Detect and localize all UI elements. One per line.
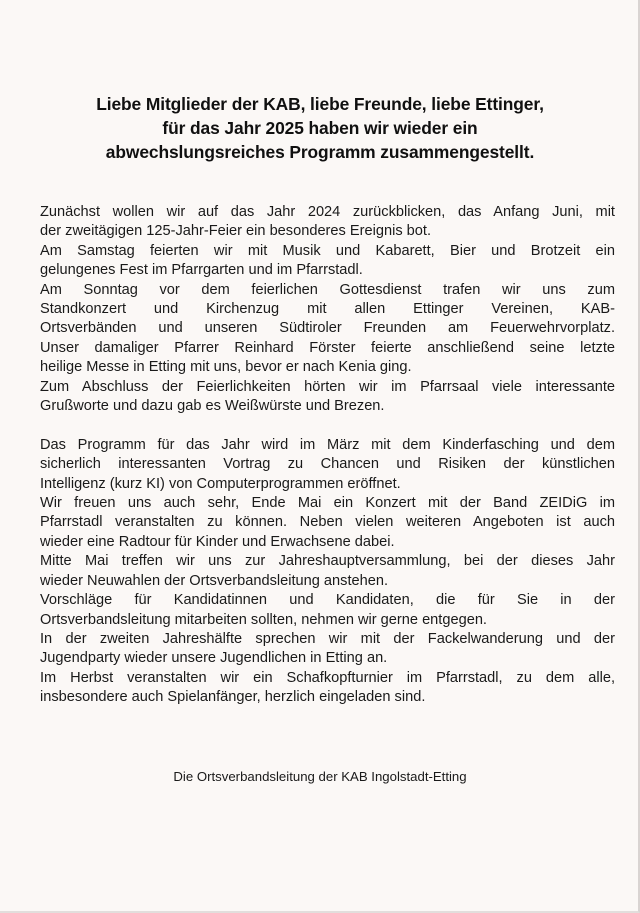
text-line: Mitte Mai treffen wir uns zur Jahreshauptversammlung, bei der dieses Jahr [40, 553, 615, 570]
text-line: Intelligenz (kurz KI) von Computerprogrammen eröffnet. [40, 475, 401, 492]
text-line: Am Samstag feierten wir mit Musik und Kabarett, Bier und Brotzeit ein [40, 242, 615, 259]
text-line: sicherlich interessanten Vortrag zu Chancen und Risiken der künstlichen [40, 456, 615, 473]
heading-line: Liebe Mitglieder der KAB, liebe Freunde, liebe Ettinger, [96, 94, 544, 114]
letter-heading [30, 92, 610, 164]
paragraph-concert [40, 494, 615, 552]
text-line: Vorschläge für Kandidatinnen und Kandidaten, die für Sie in der [40, 592, 615, 609]
text-line: Ortsverbandsleitung mitarbeiten sollten, nehmen wir gerne entgegen. [40, 611, 487, 628]
text-line: wieder Neuwahlen der Ortsverbandsleitung anstehen. [40, 572, 389, 589]
heading-line: abwechslungsreiches Programm zusammengestellt. [105, 142, 535, 162]
paragraph-candidates [40, 591, 615, 630]
text-line: Grußworte und dazu gab es Weißwürste und Brezen. [40, 398, 385, 415]
text-line: Am Sonntag vor dem feierlichen Gottesdienst trafen wir uns zum [40, 281, 615, 298]
paragraph-schafkopf [40, 669, 615, 708]
paragraph-program-intro [40, 436, 615, 494]
paragraph-gap [40, 416, 615, 435]
text-line: Jugendparty wieder unsere Jugendlichen in Etting an. [40, 650, 388, 667]
text-line: Das Programm für das Jahr wird im März mit dem Kinderfasching und dem [40, 436, 615, 453]
text-line: Zunächst wollen wir auf das Jahr 2024 zurückblicken, das Anfang Juni, mit [40, 204, 615, 220]
text-line: In der zweiten Jahreshälfte sprechen wir mit der Fackelwanderung und der [40, 630, 615, 647]
text-line: gelungenes Fest im Pfarrgarten und im Pfarrstadl. [40, 262, 363, 279]
text-line: Wir freuen uns auch sehr, Ende Mai ein Konzert mit der Band ZEIDiG im [40, 495, 615, 512]
heading-line: für das Jahr 2025 haben wir wieder ein [162, 118, 478, 138]
text-line: heilige Messe in Etting mit uns, bevor er nach Kenia ging. [40, 359, 412, 376]
text-line: der zweitägigen 125-Jahr-Feier ein besonderes Ereignis bot. [40, 223, 432, 240]
text-line: wieder eine Radtour für Kinder und Erwachsene dabei. [40, 533, 395, 550]
paragraph-closing-festivities [40, 378, 615, 417]
paragraph-sunday [40, 281, 615, 378]
paragraph-saturday [40, 242, 615, 281]
text-line: Zum Abschluss der Feierlichkeiten hörten wir im Pfarrsaal viele interessante [40, 378, 615, 395]
paragraph-assembly [40, 552, 615, 591]
text-line: Im Herbst veranstalten wir ein Schafkopfturnier im Pfarrstadl, zu dem alle, [40, 669, 615, 686]
text-line: Standkonzert und Kirchenzug mit allen Ettinger Vereinen, KAB- [40, 301, 615, 318]
paragraph-youth [40, 630, 615, 669]
signature-line: Die Ortsverbandsleitung der KAB Ingolstadt-Etting [173, 769, 467, 784]
text-line: insbesondere auch Spielanfänger, herzlich eingeladen sind. [40, 689, 426, 706]
text-line: Pfarrstadl veranstalten zu können. Neben vielen weiteren Angeboten ist auch [40, 514, 615, 531]
text-line: Ortsverbänden und unseren Südtiroler Freunden am Feuerwehrvorplatz. [40, 320, 615, 337]
letter-body [40, 203, 615, 708]
paragraph-review-intro [40, 203, 615, 242]
text-line: Unser damaliger Pfarrer Reinhard Förster feierte anschließend seine letzte [40, 339, 615, 356]
